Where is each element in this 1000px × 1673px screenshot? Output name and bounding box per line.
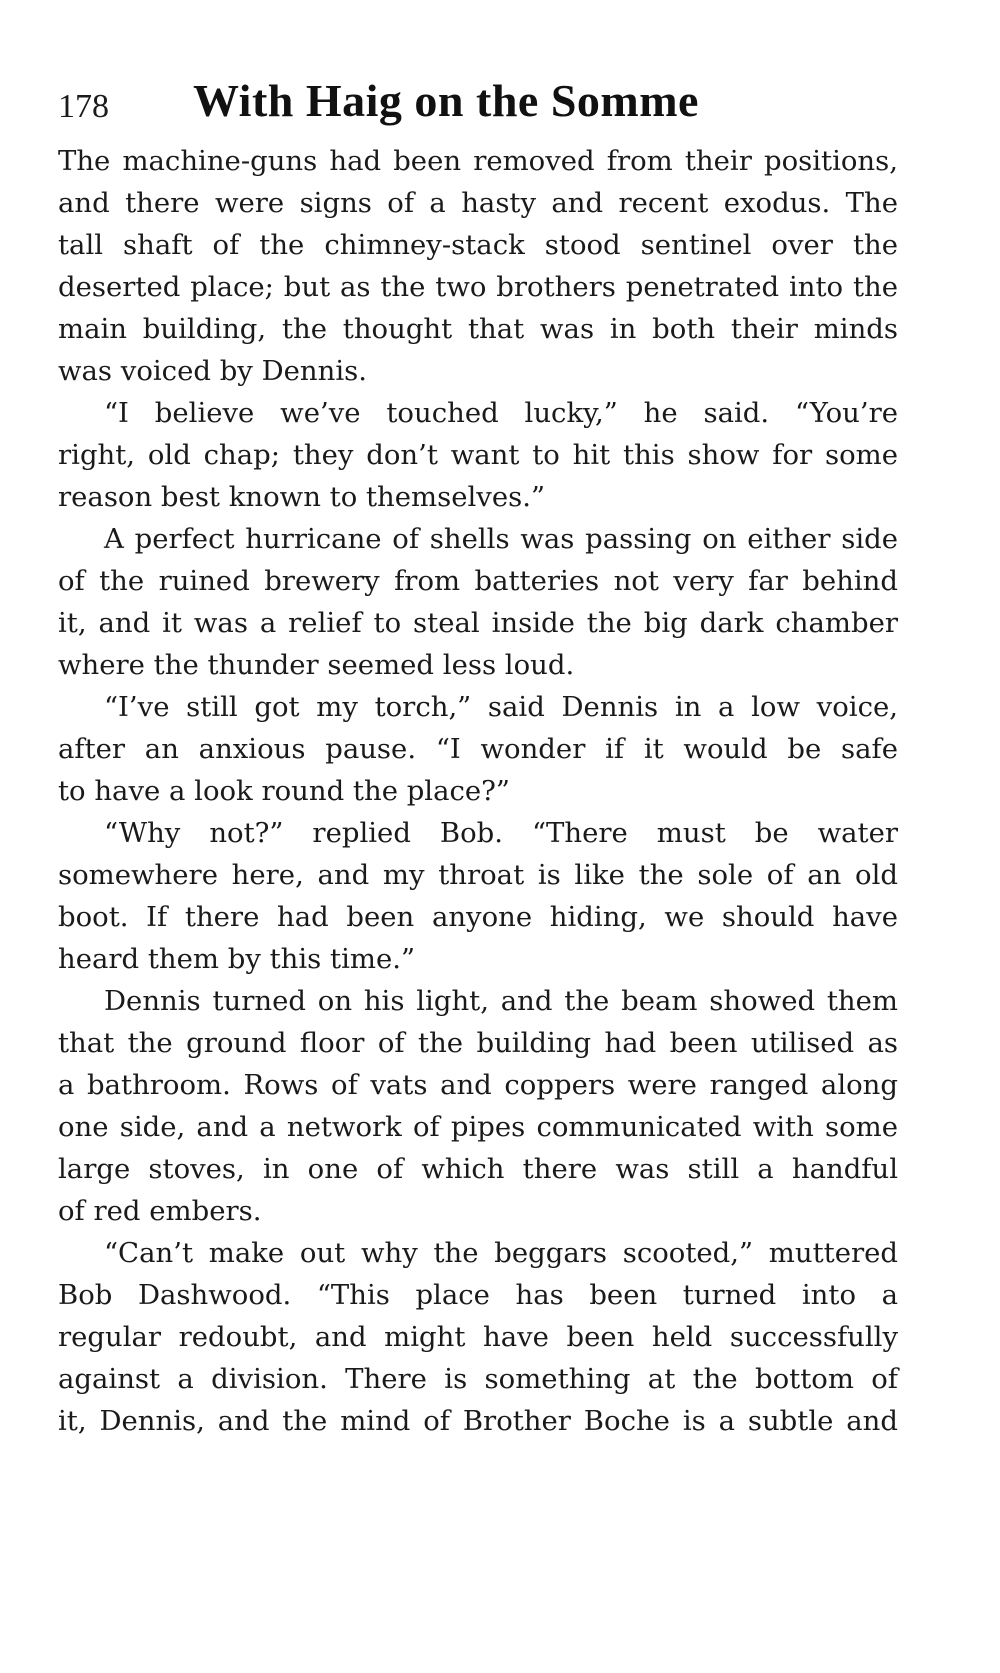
text-line: Bob Dashwood. “This place has been turned into a bbox=[58, 1279, 898, 1311]
text-line: “I’ve still got my torch,” said Dennis in a low voice, bbox=[104, 691, 898, 723]
text-line: large stoves, in one of which there was still a handful bbox=[58, 1153, 898, 1185]
text-line: it, and it was a relief to steal inside the big dark chamber bbox=[58, 607, 898, 639]
text-line: somewhere here, and my throat is like the sole of an old bbox=[58, 859, 898, 891]
body-text bbox=[58, 140, 898, 1442]
text-line: it, Dennis, and the mind of Brother Boche is a subtle and bbox=[58, 1405, 898, 1437]
text-line: regular redoubt, and might have been held successfully bbox=[58, 1321, 898, 1353]
text-line: “Can’t make out why the beggars scooted,” muttered bbox=[104, 1237, 898, 1269]
text-line: of the ruined brewery from batteries not very far behind bbox=[58, 565, 898, 597]
running-head bbox=[58, 74, 898, 144]
text-line: to have a look round the place?” bbox=[58, 775, 510, 807]
text-line: that the ground floor of the building had been utilised as bbox=[58, 1027, 898, 1059]
text-line: right, old chap; they don’t want to hit this show for some bbox=[58, 439, 898, 471]
text-line: boot. If there had been anyone hiding, we should have bbox=[58, 901, 898, 933]
text-line: tall shaft of the chimney-stack stood sentinel over the bbox=[58, 229, 898, 261]
text-line: was voiced by Dennis. bbox=[58, 355, 367, 387]
text-line: of red embers. bbox=[58, 1195, 262, 1227]
page-number: 178 bbox=[58, 88, 109, 125]
text-line: and there were signs of a hasty and recent exodus. The bbox=[58, 187, 898, 219]
text-line: Dennis turned on his light, and the beam showed them bbox=[104, 985, 898, 1017]
text-line: one side, and a network of pipes communicated with some bbox=[58, 1111, 898, 1143]
text-line: deserted place; but as the two brothers penetrated into the bbox=[58, 271, 898, 303]
text-line: heard them by this time.” bbox=[58, 943, 416, 975]
text-line: reason best known to themselves.” bbox=[58, 481, 546, 513]
text-line: “Why not?” replied Bob. “There must be water bbox=[104, 817, 898, 849]
running-title: With Haig on the Somme bbox=[193, 75, 699, 126]
text-line: “I believe we’ve touched lucky,” he said. “You’re bbox=[104, 397, 898, 429]
text-line: main building, the thought that was in both their minds bbox=[58, 313, 898, 345]
text-line: The machine-guns had been removed from their positions, bbox=[58, 145, 898, 177]
text-line: A perfect hurricane of shells was passing on either side bbox=[104, 523, 898, 555]
text-line: against a division. There is something at the bottom of bbox=[58, 1363, 898, 1395]
text-line: where the thunder seemed less loud. bbox=[58, 649, 575, 681]
text-line: after an anxious pause. “I wonder if it would be safe bbox=[58, 733, 898, 765]
text-line: a bathroom. Rows of vats and coppers were ranged along bbox=[58, 1069, 898, 1101]
